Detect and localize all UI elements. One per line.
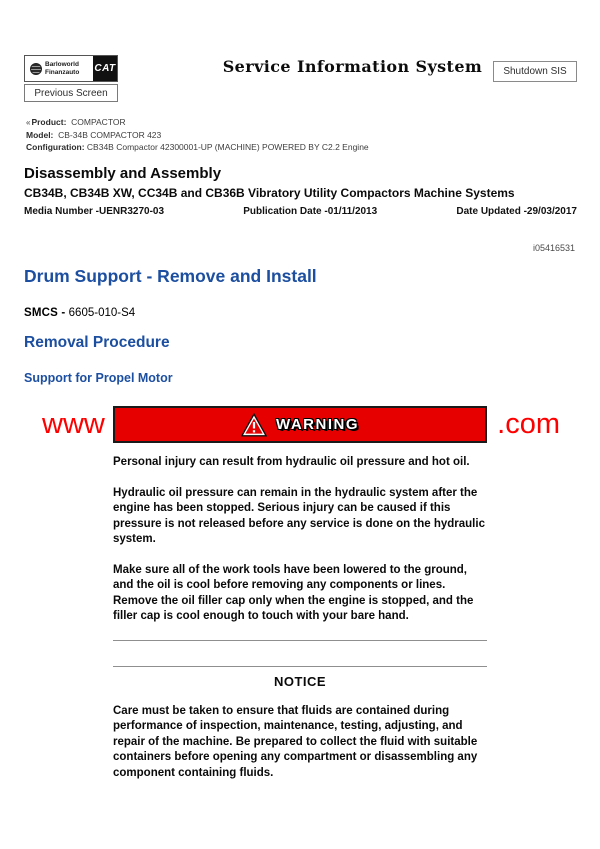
warning-triangle-icon — [241, 413, 267, 437]
smcs-label: SMCS - — [24, 307, 66, 319]
watermark-left: www — [42, 408, 105, 440]
support-propel-motor-heading: Support for Propel Motor — [24, 371, 173, 385]
article-title: Drum Support - Remove and Install — [24, 266, 317, 286]
product-row — [26, 116, 369, 129]
barloworld-logo — [25, 56, 93, 81]
company-name — [45, 61, 79, 76]
warning-paragraph: Make sure all of the work tools have been lowered to the ground, and the oil is cool before removing any components or lines. Remove the oil filler cap only when the engine is stopped, and the filler cap is cool enough to touch with your bare hand. — [113, 563, 474, 622]
collapse-chevron-icon[interactable]: « — [26, 118, 31, 127]
warning-banner — [113, 406, 487, 443]
watermark-right: .com — [497, 408, 560, 440]
smcs-value: 6605-010-S4 — [68, 307, 136, 319]
warning-end-divider — [113, 640, 487, 641]
shutdown-sis-button[interactable]: Shutdown SIS — [493, 61, 577, 82]
company-logo — [24, 55, 118, 82]
warning-banner-label: WARNING — [276, 416, 359, 433]
media-info-row — [24, 206, 577, 217]
configuration-label: Configuration: — [26, 142, 85, 152]
notice-paragraph: Care must be taken to ensure that fluids are contained during performance of inspection, maintenance, testing, adjusting, and repair of the machine. Be prepared to collect the fluid with suitable containers before opening any compartment or disassembling any component containing fluids. — [113, 704, 478, 779]
smcs-code — [24, 307, 135, 319]
notice-heading: NOTICE — [273, 673, 327, 689]
company-name-line2: Finanzauto — [45, 68, 80, 76]
manual-title: CB34B, CB34B XW, CC34B and CB36B Vibratory Utility Compactors Machine Systems — [24, 186, 515, 200]
warning-text — [113, 455, 487, 625]
product-label: Product: — [31, 117, 67, 127]
warning-section — [0, 402, 600, 781]
model-row — [26, 129, 369, 141]
company-name-line1: Barloworld — [45, 61, 79, 68]
removal-procedure-heading: Removal Procedure — [24, 334, 170, 351]
notice-top-divider — [113, 666, 487, 667]
model-label: Model: — [26, 130, 54, 140]
publication-date: Publication Date -01/11/2013 — [243, 206, 378, 217]
document-id: i05416531 — [532, 243, 575, 253]
configuration-row — [26, 141, 369, 153]
configuration-value: CB34B Compactor 42300001-UP (MACHINE) POWERED BY C2.2 Engine — [86, 142, 369, 152]
model-value: CB-34B COMPACTOR 423 — [58, 130, 162, 140]
product-info — [26, 116, 369, 153]
manual-section-title: Disassembly and Assembly — [24, 165, 222, 182]
media-number: Media Number -UENR3270-03 — [24, 206, 165, 217]
document-header — [24, 165, 577, 217]
previous-screen-button[interactable]: Previous Screen — [24, 84, 118, 102]
cat-logo: CAT — [93, 56, 117, 81]
date-updated: Date Updated -29/03/2017 — [456, 206, 577, 217]
warning-paragraph: Personal injury can result from hydraulic oil pressure and hot oil. — [113, 456, 470, 468]
globe-icon — [30, 63, 42, 75]
page-title: Service Information System — [222, 57, 483, 76]
warning-paragraph: Hydraulic oil pressure can remain in the hydraulic system after the engine has been stopped. Serious injury can be caused if this pressure is not released before any service is done on the hydraulic system. — [113, 486, 485, 545]
product-value: COMPACTOR — [71, 117, 126, 127]
